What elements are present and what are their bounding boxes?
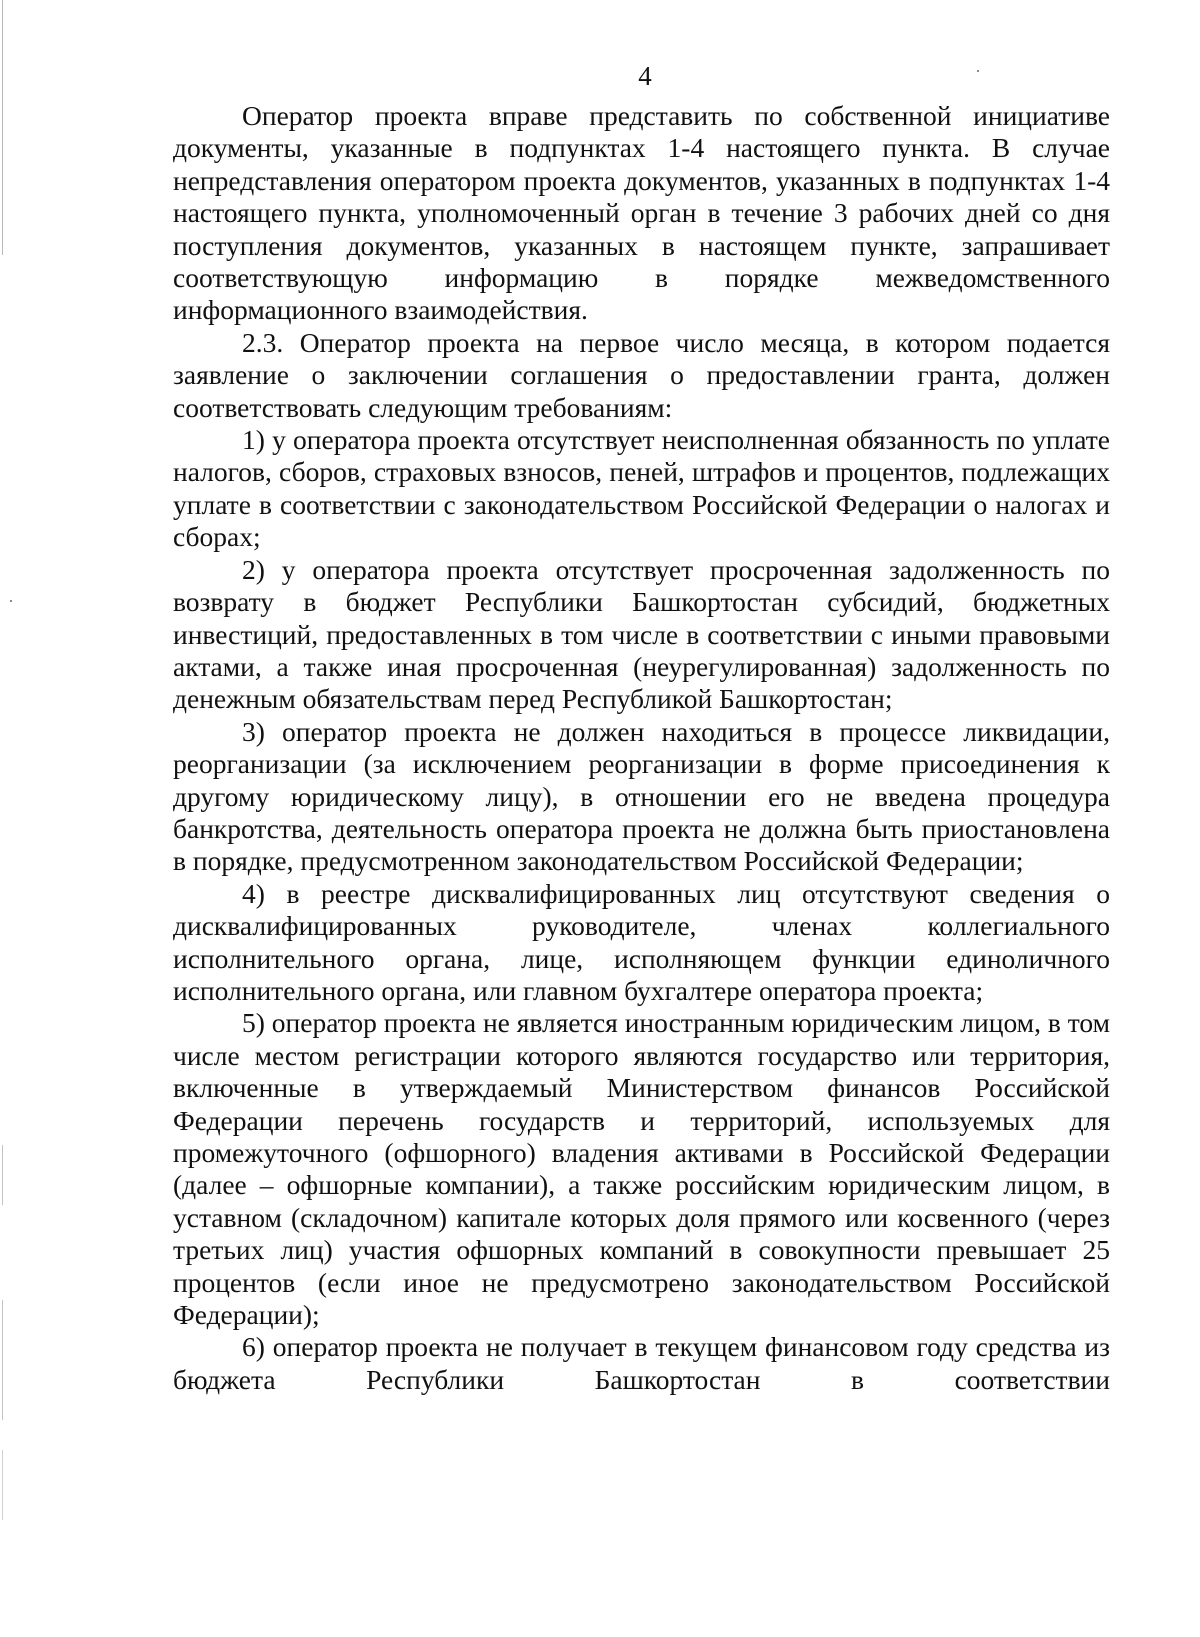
paragraph-requirement-4: 4) в реестре дисквалифицированных лиц отсутствуют сведения о дисквалифицированных руководителе, членах коллегиального исполнительного органа, лице, исполняющем функции единоличного исполнительного органа, или главном бухгалтере оператора проекта; bbox=[173, 877, 1110, 1006]
paragraph-requirement-5: 5) оператор проекта не является иностранным юридическим лицом, в том числе местом регистрации которого являются государство или территория, включенные в утверждаемый Министерством финансов Российской Федерации перечень государств и территорий, используемых для промежуточного (офшорного) владения активами в Российской Федерации (далее – офшорные компании), а также российским юридическим лицом, в уставном (складочном) капитале которых доля прямого или косвенного (через третьих лиц) участия офшорных компаний в совокупности превышает 25 процентов (если иное не предусмотрено законодательством Российской Федерации); bbox=[173, 1007, 1110, 1331]
paragraph-requirement-3: 3) оператор проекта не должен находиться в процессе ликвидации, реорганизации (за исключением реорганизации в форме присоединения к другому юридическому лицу), в отношении его не введена процедура банкротства, деятельность оператора проекта не должна быть приостановлена в порядке, предусмотренном законодательством Российской Федерации; bbox=[173, 715, 1110, 877]
scan-edge-mark bbox=[2, 1145, 3, 1205]
page-number: 4 bbox=[638, 61, 652, 91]
scan-edge-mark bbox=[2, 1300, 3, 1420]
paragraph-documents-submission: Оператор проекта вправе представить по собственной инициативе документы, указанные в подпунктах 1-4 настоящего пункта. В случае непредставления оператором проекта документов, указанных в подпунктах 1-4 настоящего пункта, уполномоченный орган в течение 3 рабочих дней со дня поступления документов, указанных в настоящем пункте, запрашивает соответствующую информацию в порядке межведомственного информационного взаимодействия. bbox=[173, 100, 1110, 326]
document-body bbox=[173, 100, 1110, 1396]
paragraph-requirement-2: 2) у оператора проекта отсутствует просроченная задолженность по возврату в бюджет Республики Башкортостан субсидий, бюджетных инвестиций, предоставленных в том числе в соответствии с иными правовыми актами, а также иная просроченная (неурегулированная) задолженность по денежным обязательствам перед Республикой Башкортостан; bbox=[173, 553, 1110, 715]
scan-edge-mark bbox=[2, 0, 3, 255]
paragraph-requirement-6: 6) оператор проекта не получает в текущем финансовом году средства из бюджета Республики Башкортостан в соответствии bbox=[173, 1331, 1110, 1395]
scan-speck bbox=[10, 600, 12, 602]
scan-edge-mark bbox=[2, 1450, 3, 1520]
paragraph-2-3-requirements: 2.3. Оператор проекта на первое число месяца, в котором подается заявление о заключении соглашения о предоставлении гранта, должен соответствовать следующим требованиям: bbox=[173, 326, 1110, 423]
paragraph-requirement-1: 1) у оператора проекта отсутствует неисполненная обязанность по уплате налогов, сборов, страховых взносов, пеней, штрафов и процентов, подлежащих уплате в соответствии с законодательством Российской Федерации о налогах и сборах; bbox=[173, 424, 1110, 553]
